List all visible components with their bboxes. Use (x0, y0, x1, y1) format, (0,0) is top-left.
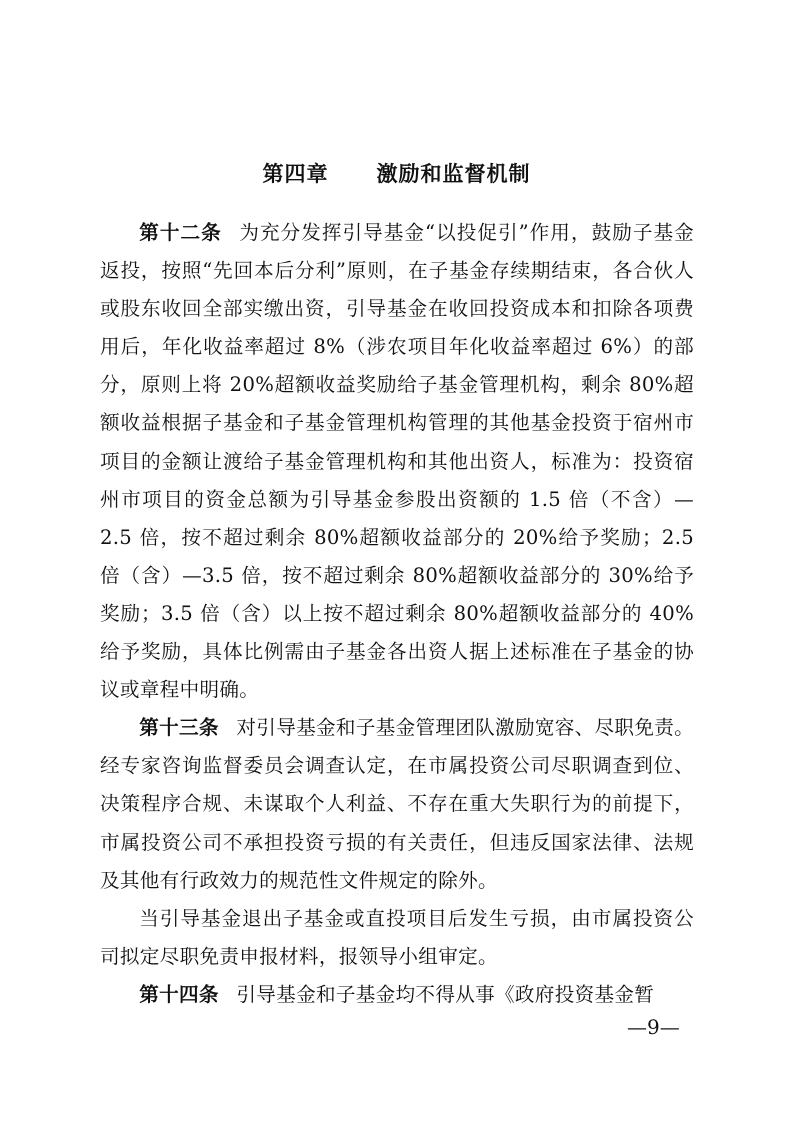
article-14 (100, 976, 694, 1014)
chapter-number: 第四章 (262, 162, 329, 187)
document-body (100, 214, 694, 1014)
article-text: 为充分发挥引导基金“以投促引”作用，鼓励子基金返投，按照“先回本后分利”原则，在子基金存续期结束，各合伙人或股东收回全部实缴出资，引导基金在收回投资成本和扣除各项费用后，年化收益率超过 8%（涉农项目年化收益率超过 6%）的部分，原则上将 20%超额收益奖励给子基金管理机构，剩余 80%超额收益根据子基金和子基金管理机构管理的其他基金投资于宿州市项目的金额让渡给子基金管理机构和其他出资人，标准为：投资宿州市项目的资金总额为引导基金参股出资额的 1.5 倍（不含）—2.5 倍，按不超过剩余 80%超额收益部分的 20%给予奖励；2.5 倍（含）—3.5 倍，按不超过剩余 80%超额收益部分的 30%给予奖励；3.5 倍（含）以上按不超过剩余 80%超额收益部分的 40%给予奖励，具体比例需由子基金各出资人据上述标准在子基金的协议或章程中明确。 (100, 221, 694, 702)
paragraph (100, 900, 694, 976)
article-label: 第十四条 (139, 982, 219, 1006)
article-label: 第十二条 (139, 221, 222, 244)
article-12 (100, 214, 694, 709)
article-13 (100, 709, 694, 899)
page-number: —9— (627, 1015, 680, 1039)
article-text: 对引导基金和子基金管理团队激励宽容、尽职免责。经专家咨询监督委员会调查认定，在市属投资公司尽职调查到位、决策程序合规、未谋取个人利益、不存在重大失职行为的前提下，市属投资公司不承担投资亏损的有关责任，但违反国家法律、法规及其他有行政效力的规范性文件规定的除外。 (100, 716, 695, 892)
chapter-heading (0, 158, 793, 190)
chapter-title: 激励和监督机制 (376, 162, 531, 187)
article-label: 第十三条 (139, 716, 219, 740)
paragraph-text: 当引导基金退出子基金或直投项目后发生亏损，由市属投资公司拟定尽职免责申报材料，报领导小组审定。 (100, 906, 694, 968)
article-text: 引导基金和子基金均不得从事《政府投资基金暂 (236, 982, 655, 1006)
